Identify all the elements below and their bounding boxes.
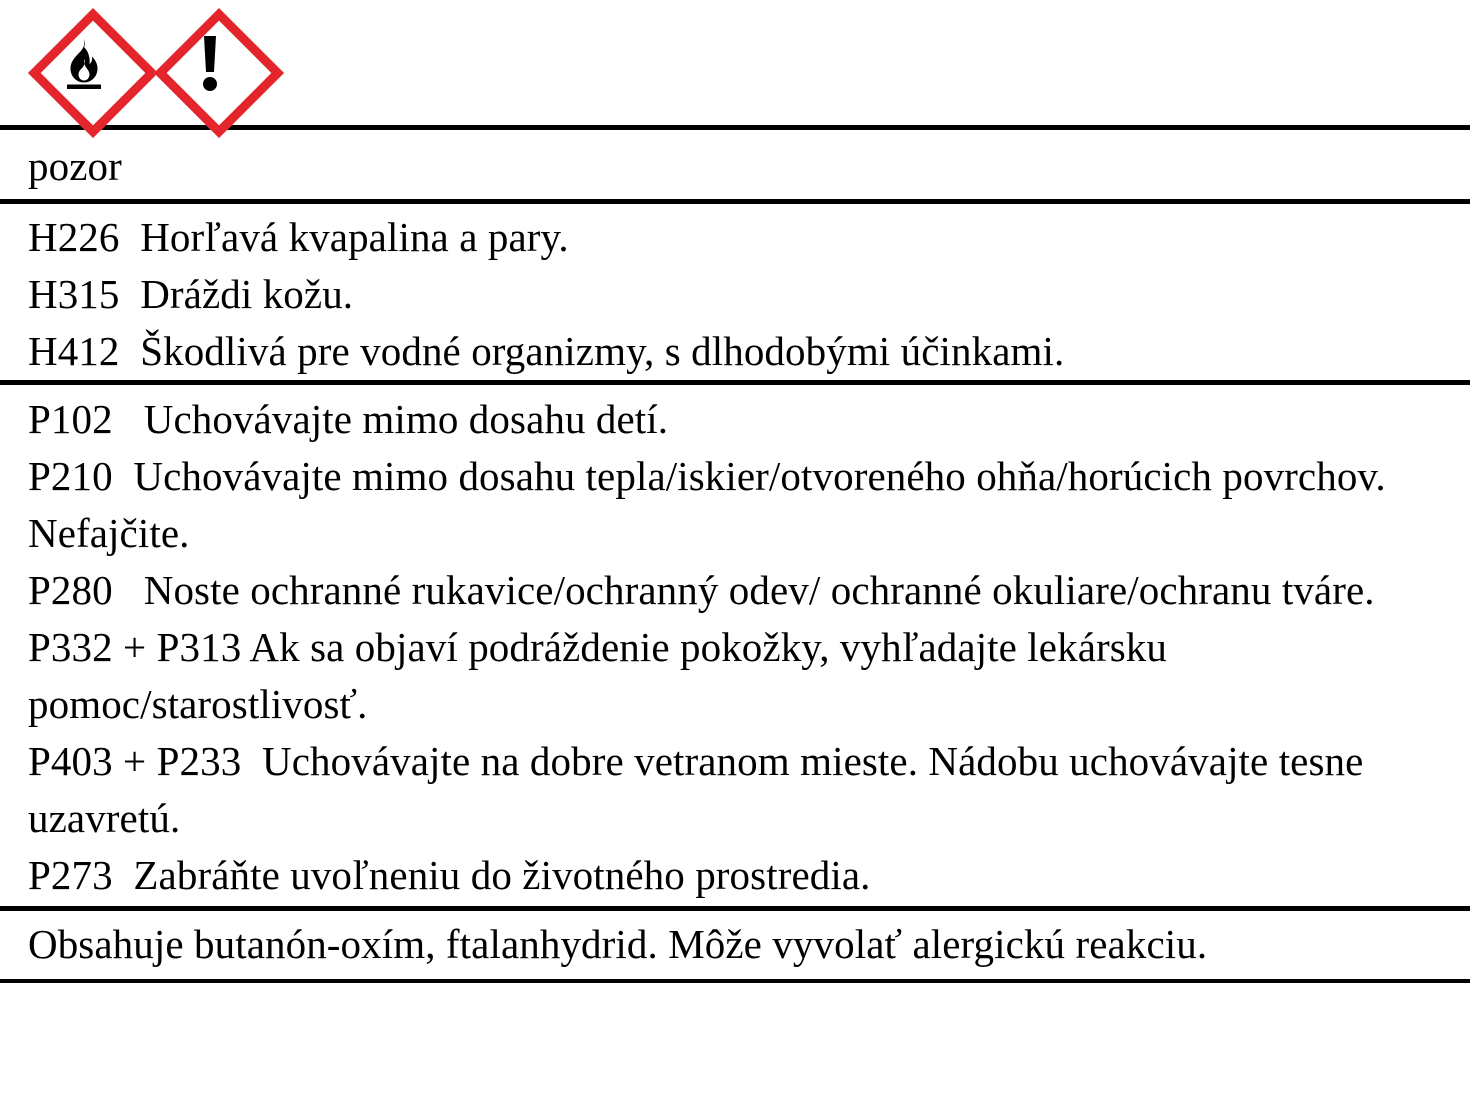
- signal-word-row: [0, 130, 1470, 199]
- precautionary-statement: P273 Zabráňte uvoľneniu do životného prostredia.: [28, 852, 871, 898]
- hazard-statement: H226 Horľavá kvapalina a pary.: [28, 214, 569, 260]
- precautionary-statement: P102 Uchovávajte mimo dosahu detí.: [28, 396, 669, 442]
- precautionary-statement: P280 Noste ochranné rukavice/ochranný odev/ ochranné okuliare/ochranu tváre.: [28, 567, 1375, 613]
- divider-bottom: [0, 979, 1470, 983]
- pictogram-band: [0, 0, 1470, 125]
- precautionary-statement: P332 + P313 Ak sa objaví podráždenie pokožky, vyhľadajte lekársku pomoc/starostlivosť.: [28, 624, 1178, 727]
- flame-icon: [28, 8, 140, 120]
- exclamation-mark-icon: [154, 8, 266, 120]
- hazard-statements-block: [0, 204, 1470, 380]
- precautionary-statements-block: [0, 385, 1470, 906]
- precautionary-statement: P210 Uchovávajte mimo dosahu tepla/iskier/otvoreného ohňa/horúcich povrchov. Nefajčite.: [28, 453, 1397, 556]
- precautionary-statement: P403 + P233 Uchovávajte na dobre vetranom mieste. Nádobu uchovávajte tesne uzavretú.: [28, 738, 1374, 841]
- hazard-statement: H412 Škodlivá pre vodné organizmy, s dlhodobými účinkami.: [28, 328, 1065, 374]
- supplemental-information-block: [0, 911, 1470, 979]
- flammable-pictogram: [28, 8, 140, 120]
- signal-word: pozor: [28, 143, 122, 189]
- warning-pictogram: [154, 8, 266, 120]
- supplemental-information: Obsahuje butanón-oxím, ftalanhydrid. Môže vyvolať alergickú reakciu.: [28, 921, 1208, 967]
- hazard-statement: H315 Dráždi kožu.: [28, 271, 354, 317]
